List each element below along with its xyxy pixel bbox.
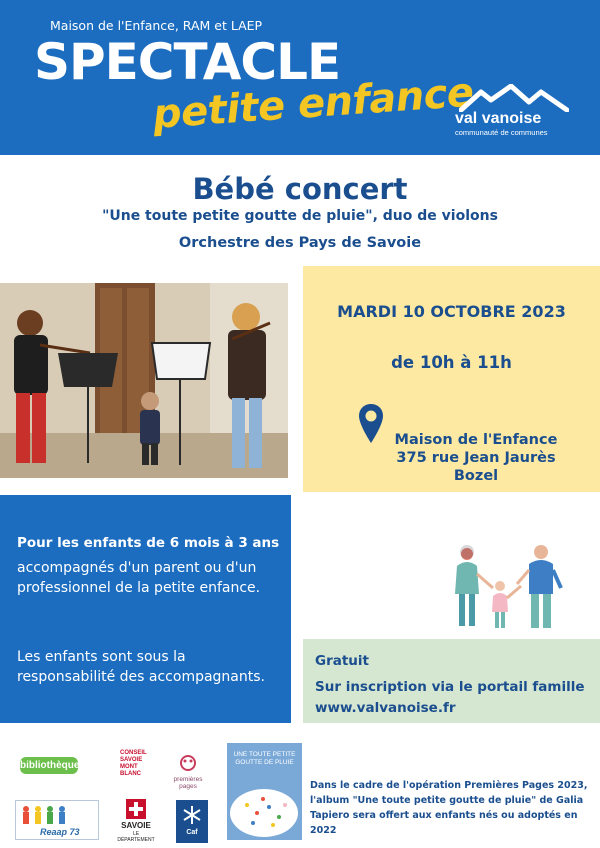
event-title: Bébé concert (192, 172, 408, 206)
book-title: UNE TOUTE PETITE GOUTTE DE PLUIE (233, 751, 296, 766)
savoie-logo (114, 799, 158, 843)
audience-panel (0, 495, 291, 723)
registration-panel (303, 639, 600, 723)
audience-responsibility: Les enfants sont sous la responsabilité des accompagnants. (17, 649, 265, 685)
address-line-3: Bozel (453, 468, 499, 484)
logo-tagline: communauté de communes (455, 128, 548, 137)
book-icon (168, 755, 208, 775)
concert-photo (0, 283, 288, 478)
address-line-1: Maison de l'Enfance (394, 432, 558, 448)
audience-accompanied: accompagnés d'un parent ou d'un professionnel de la petite enfance. (17, 560, 261, 596)
audience-headline: Pour les enfants de 6 mois à 3 ans (17, 535, 280, 551)
header-banner (0, 0, 600, 155)
date-location-panel (303, 266, 600, 492)
savoie-label: SAVOIE (121, 821, 151, 830)
poster-title: SPECTACLE (34, 33, 341, 91)
caf-label: Caf (186, 829, 198, 836)
caf-logo (176, 800, 208, 843)
children-icon (20, 804, 80, 826)
reaap-label: Reaap 73 (40, 827, 80, 837)
reaap-logo (15, 800, 99, 840)
event-time: de 10h à 11h (391, 353, 512, 372)
savoie-cross-icon (126, 799, 146, 819)
book-cover (227, 743, 302, 840)
event-performer: Orchestre des Pays de Savoie (178, 235, 422, 251)
mountain-icon (459, 84, 569, 112)
snowflake-icon (182, 805, 202, 825)
logo-name: val vanoise (455, 110, 542, 127)
conseil-savoie-logo: CONSEIL SAVOIE MONT BLANC (120, 750, 147, 777)
organizer-text: Maison de l'Enfance, RAM et LAEP (50, 18, 263, 33)
val-vanoise-logo (455, 84, 570, 144)
savoie-sublabel: LE DÉPARTEMENT (117, 831, 155, 843)
registration-text: Sur inscription via le portail famille (315, 679, 585, 695)
premieres-pages-note: Dans le cadre de l'opération Premières Pages 2023, l'album "Une toute petite goutte de pluie" de Galia Tapiero sera offert aux enfants nés ou adoptés en 2022 (310, 780, 588, 836)
address-line-2: 375 rue Jean Jaurès (396, 450, 556, 466)
family-illustration (445, 544, 570, 632)
bibliotheque-logo: bibliothèque (20, 757, 78, 774)
event-date: MARDI 10 OCTOBRE 2023 (337, 302, 566, 321)
website-link[interactable]: www.valvanoise.fr (315, 700, 456, 716)
event-subtitle: "Une toute petite goutte de pluie", duo de violons (102, 208, 498, 224)
premieres-pages-logo (168, 755, 208, 789)
premieres-pages-label: premières pages (173, 776, 203, 790)
price-label: Gratuit (315, 653, 369, 669)
poster-subtitle: petite enfance (151, 69, 475, 138)
